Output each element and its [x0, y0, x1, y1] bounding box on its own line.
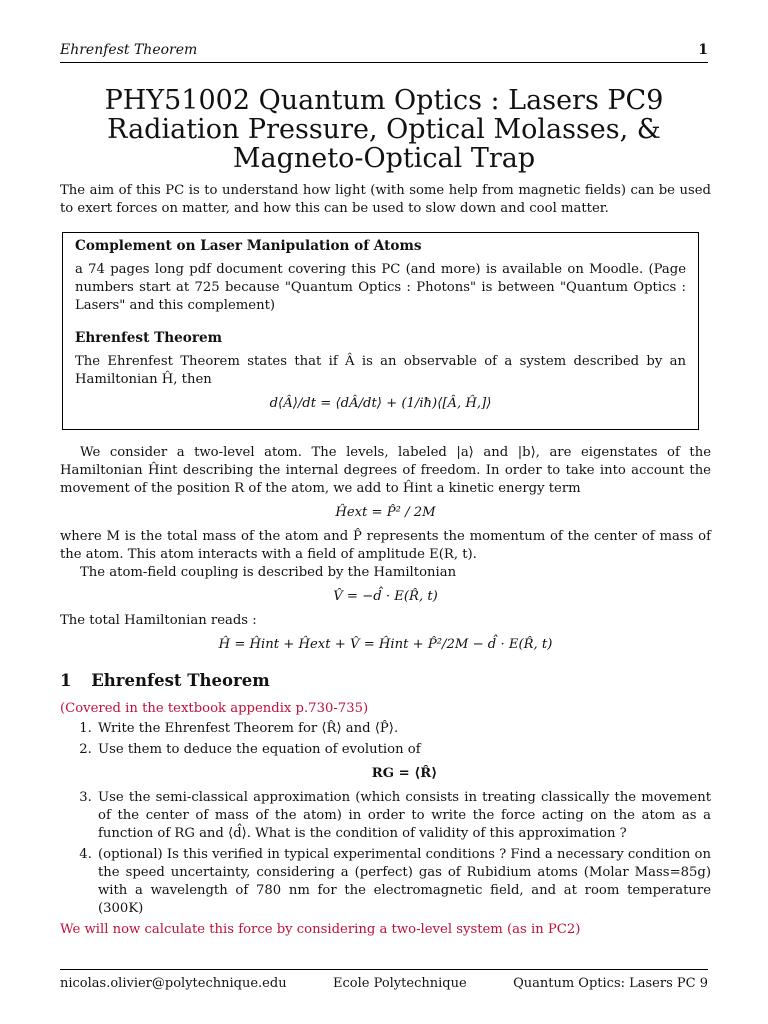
intro-paragraph: The aim of this PC is to understand how light (with some help from magnetic fields) can be used to exert forces on matter, and how this can be used to slow down and cool matter. — [60, 183, 711, 216]
equation-coupling: V̂ = −d̂ · E(R̂, t) — [333, 589, 438, 604]
page-number: 1 — [698, 42, 708, 58]
equation-rg: RG = ⟨R̂⟩ — [371, 766, 438, 781]
closing-note: We will now calculate this force by considering a two-level system (as in PC2) — [60, 922, 581, 937]
header-rule — [60, 62, 708, 63]
document-body — [60, 182, 711, 939]
footer-rule — [60, 969, 708, 970]
section-heading — [60, 672, 711, 690]
section-note: (Covered in the textbook appendix p.730-735) — [60, 701, 369, 716]
running-header — [60, 42, 708, 58]
footer-email: nicolas.olivier@polytechnique.edu — [60, 976, 287, 991]
running-title: Ehrenfest Theorem — [60, 42, 198, 58]
footer-school: Ecole Polytechnique — [333, 976, 467, 991]
title-line-1: PHY51002 Quantum Optics : Lasers PC9 — [104, 85, 664, 116]
paragraph-coupling: The atom-field coupling is described by the Hamiltonian — [80, 565, 457, 580]
question-item: 3. Use the semi-classical approximation (which consists in treating classically the movement of the center of mass of the atom) in order to write the force acting on the atom as a function of RG and ⟨d̂⟩. What is the condition of validity of this approximation ? — [96, 789, 711, 843]
complement-box — [62, 232, 699, 430]
paragraph-two-level-atom: We consider a two-level atom. The levels, labeled |a⟩ and |b⟩, are eigenstates of the Hamiltonian Ĥint describing the internal degrees of freedom. In order to take into account the movement of the position R of the atom, we add to Ĥint a kinetic energy term — [60, 445, 711, 496]
question-item: 4. (optional) Is this verified in typical experimental conditions ? Find a necessary condition on the speed uncertainty, considering a (perfect) gas of Rubidium atoms (Molar Mass=85g) with a wavelength of 780 nm for the electromagnetic field, and at room temperature (300K) — [96, 846, 711, 918]
question-item — [96, 741, 711, 783]
title-line-3: Magneto-Optical Trap — [232, 143, 536, 174]
question-item-text: Use them to deduce the equation of evolution of — [98, 742, 421, 757]
box-heading: Complement on Laser Manipulation of Atoms — [75, 238, 422, 254]
equation-kinetic-energy: Ĥext = P̂² / 2M — [335, 505, 436, 520]
section-number: 1 — [60, 671, 72, 690]
question-list — [60, 720, 711, 918]
theorem-equation: d⟨Â⟩/dt = ⟨dÂ/dt⟩ + (1/iħ)⟨[Â, Ĥ,]⟩ — [269, 396, 492, 411]
paragraph-total-hamiltonian: The total Hamiltonian reads : — [60, 613, 257, 628]
theorem-text: The Ehrenfest Theorem states that if Â is an observable of a system described by an Hamiltonian Ĥ, then — [75, 354, 686, 387]
footer-course: Quantum Optics: Lasers PC 9 — [513, 976, 708, 991]
box-subheading: Ehrenfest Theorem — [75, 330, 223, 346]
question-item: 1. Write the Ehrenfest Theorem for ⟨R̂⟩ and ⟨P̂⟩. — [96, 720, 711, 738]
title-line-2: Radiation Pressure, Optical Molasses, & — [107, 114, 661, 145]
paragraph-mass-momentum: where M is the total mass of the atom and P̂ represents the momentum of the center of mass of the atom. This atom interacts with a field of amplitude E(R, t). — [60, 529, 711, 562]
document-title — [60, 86, 708, 173]
equation-total-hamiltonian: Ĥ = Ĥint + Ĥext + V̂ = Ĥint + P̂²/2M − d̂ · E(R̂, t) — [218, 637, 553, 652]
box-text: a 74 pages long pdf document covering this PC (and more) is available on Moodle. (Page numbers start at 725 because "Quantum Optics : Photons" is between "Quantum Optics : Lasers" and this complement) — [75, 262, 686, 313]
section-title: Ehrenfest Theorem — [91, 671, 270, 690]
page-footer — [60, 976, 708, 991]
